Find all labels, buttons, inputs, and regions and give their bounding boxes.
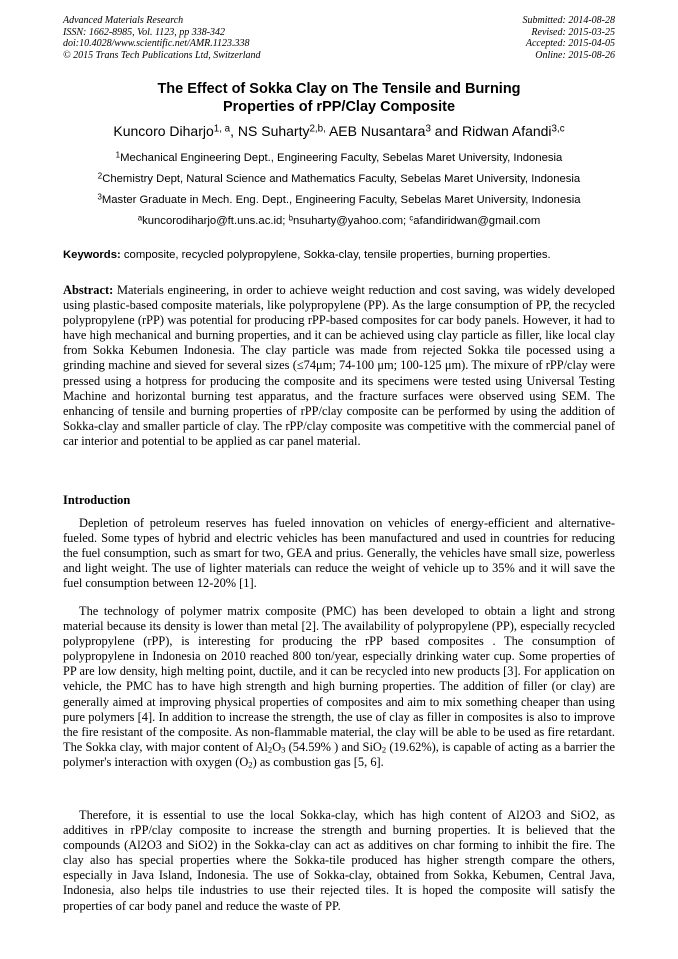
abstract: [63, 283, 615, 449]
affiliation-text: Mechanical Engineering Dept., Engineering Faculty, Sebelas Maret University, Indonesia: [120, 152, 563, 164]
submitted-date: Submitted: 2014-08-28: [522, 15, 615, 26]
paragraph-text: ) as combustion gas [5, 6].: [252, 754, 384, 769]
journal-header-left: [63, 15, 261, 61]
subscript: 2: [267, 744, 273, 755]
affiliation-marker: 2: [97, 171, 103, 181]
online-date: Online: 2015-08-26: [535, 49, 615, 61]
author-marker: 1, a: [213, 123, 231, 135]
affiliation-3: [40, 193, 638, 207]
subscript: 2: [248, 759, 253, 770]
paragraph-text: O: [272, 739, 282, 754]
affiliation-1: [40, 151, 638, 165]
keywords-label: Keywords:: [63, 249, 121, 261]
intro-paragraph-3: Therefore, it is essential to use the local Sokka-clay, which has high content of Al2O3 and SiO2, as additives in rPP/clay composite to increase the strength and burning properties. It is believed that the compounds (Al2O3 and SiO2) in the Sokka-clay can act as additives on char forming to inhibit the fire. The clay also has special properties where the Sokka-tile produced has higher strength compare the others, especially in Java Island, Indonesia. The use of Sokka-clay, obtained from Sokka, Kebumen, Central Java, Indonesia, also helps tile industries to use their rejected tiles. It is hoped the composite will satisfy the properties of car body panel and reduce the waste of PP.: [63, 808, 615, 913]
affiliation-2: [40, 172, 638, 186]
doi-line: doi:10.4028/www.scientific.net/AMR.1123.338: [63, 38, 250, 49]
affiliation-text: Master Graduate in Mech. Eng. Dept., Engineering Faculty, Sebelas Maret University, Indonesia: [101, 194, 581, 206]
revised-date: Revised: 2015-03-25: [531, 26, 615, 38]
title-line-1: The Effect of Sokka Clay on The Tensile and Burning: [157, 81, 521, 97]
affiliation-text: Chemistry Dept, Natural Science and Mathematics Faculty, Sebelas Maret University, Indonesia: [102, 173, 581, 185]
intro-paragraph-2: [63, 604, 615, 770]
email-marker: b: [288, 213, 293, 223]
subscript: 2: [381, 744, 387, 755]
subscript: 3: [281, 744, 286, 755]
paragraph-text: (54.59% ) and SiO: [285, 739, 382, 754]
author-name: AEB Nusantara: [325, 123, 426, 139]
paragraph-text: (19.62%), is capable of acting as a barrier the polymer's interaction with oxygen (O: [63, 739, 616, 769]
journal-header-right: [523, 15, 616, 61]
issn-line: ISSN: 1662-8985, Vol. 1123, pp 338-342: [63, 26, 226, 38]
email-link[interactable]: afandiridwan@gmail.com: [413, 215, 541, 227]
journal-name: Advanced Materials Research: [63, 15, 184, 26]
intro-paragraph-1: Depletion of petroleum reserves has fueled innovation on vehicles of energy-efficient and alternative-fueled. Some types of hybrid and electric vehicles has been manufactured and used in countries for reducing the fuel consumption, such as smart for two, GEA and prius. Generally, the vehicles have small size, powerless and light weight. The use of lighter materials can reduce the weight of vehicle up to 35% and it will save the fuel consumption between 12-20% [1].: [63, 516, 615, 591]
author-marker: 3,c: [551, 123, 565, 135]
section-heading-introduction: Introduction: [63, 493, 131, 507]
email-marker: a: [137, 213, 143, 223]
author-marker: 3: [425, 123, 431, 135]
author-name: and Ridwan Afandi: [430, 123, 552, 139]
paper-title: [60, 80, 618, 116]
copyright-line: © 2015 Trans Tech Publications Ltd, Switzerland: [63, 49, 261, 61]
author-marker: 2,b,: [309, 123, 326, 135]
affiliation-marker: 1: [115, 150, 121, 160]
paragraph-text: The technology of polymer matrix composite (PMC) has been developed to obtain a light and strong material because its density is lower than metal [2]. The availability of polypropylene (PP), especially recycled polypropylene (rPP), is interesting for producing the rPP based composites . The consumption of polypropylene in Indonesia on 2010 reached 800 ton/year, especially drinking water cup. Some properties of PP are low density, high melting point, ductile, and it can be recycled into new products [3]. For application on vehicle, the PMC has to have high strength and high burning properties. The addition of filler (or clay) are generally aimed at improving physical properties of composites and aim to mix something cheaper than using pure polymers [4]. In addition to increase the strength, the use of clay as filler in composites is also to improve the fire resistant of the composite. As non-flammable material, the clay will be able to be used as fire retardant. The Sokka clay, with major content of Al: [63, 604, 615, 754]
author-emails: [40, 214, 638, 228]
email-marker: c: [409, 213, 414, 223]
email-link[interactable]: nsuharty@yahoo.com;: [292, 215, 410, 227]
abstract-label: Abstract:: [63, 283, 114, 297]
keywords-text: composite, recycled polypropylene, Sokka-clay, tensile properties, burning properties.: [120, 249, 551, 261]
title-line-2: Properties of rPP/Clay Composite: [222, 99, 456, 115]
author-list: [40, 122, 638, 140]
accepted-date: Accepted: 2015-04-05: [525, 38, 615, 49]
keywords: [63, 248, 618, 262]
email-link[interactable]: kuncorodiharjo@ft.uns.ac.id;: [142, 215, 289, 227]
abstract-text: Materials engineering, in order to achieve weight reduction and cost saving, was widely developed using plastic-based composite materials, like polypropylene (PP). As the large consumption of PP, the recycled polypropylene (rPP) was potential for producing rPP-based composites for car body panels. However, it had to have high mechanical and burning properties, and it can be achieved using clay particle as filler, like local clay from Sokka Kebumen Indonesia. The clay particle was made from rejected Sokka tile pocessed using a grinding machine and sieved for several sizes (≤74μm; 74-100 μm; 100-125 μm). The mixure of rPP/clay were pressed using a hotpress for producing the composite and its specimens were tested using Universal Testing Machine and horizontal burning test apparatus, and the fracture surfaces were observed using SEM. The enhancing of tensile and burning properties of rPP/clay composite can be performed by using the addition of Sokka-clay and smaller particle of clay. The rPP/clay composite was competitive with the commercial panel of car interior and potential to be applied as car panel material.: [63, 283, 615, 448]
author-name: , NS Suharty: [230, 123, 310, 139]
author-name: Kuncoro Diharjo: [113, 123, 214, 139]
affiliation-marker: 3: [97, 192, 102, 202]
